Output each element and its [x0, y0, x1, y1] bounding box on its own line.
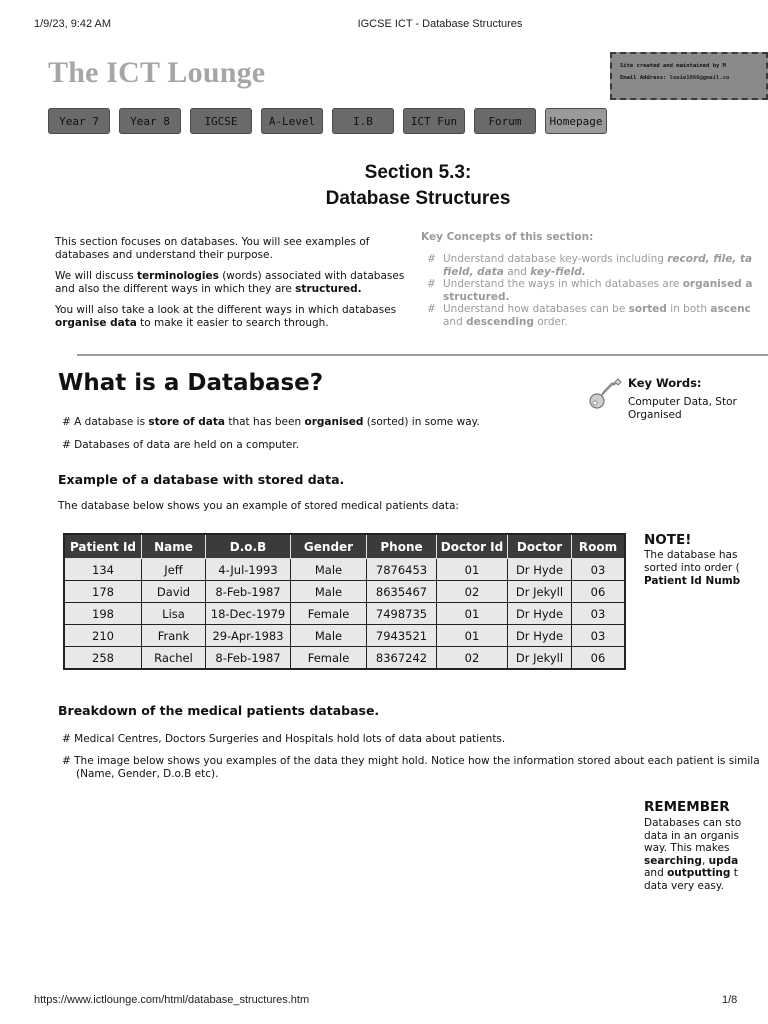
b1-bold-2: organised: [304, 416, 364, 428]
table-cell: Dr Jekyll: [508, 581, 572, 603]
site-title[interactable]: The ICT Lounge: [48, 56, 266, 89]
remember-line: [644, 855, 768, 868]
key-words-title: Key Words:: [628, 376, 702, 390]
kc1-bold-2: field, data: [443, 265, 504, 278]
remember-line: data in an organis: [644, 829, 740, 842]
intro-paragraph-2: [55, 270, 405, 296]
table-cell: 198: [64, 603, 142, 625]
remember-line: [644, 867, 768, 880]
kc3-text-2: in both: [666, 303, 711, 315]
col-header: Doctor: [508, 534, 572, 559]
table-cell: 8367242: [367, 647, 437, 670]
breakdown-heading: Breakdown of the medical patients database.: [58, 703, 380, 718]
table-cell: David: [142, 581, 206, 603]
intro-p2-bold-2: structured.: [295, 283, 362, 295]
table-cell: Dr Jekyll: [508, 647, 572, 670]
b4-line-1: # The image below shows you examples of the data they might hold. Notice how the information stored about each patient is simila: [62, 755, 760, 767]
kc1-bold: record, file, ta: [667, 253, 753, 265]
col-header: Phone: [367, 534, 437, 559]
kc1-text-2: and: [503, 265, 531, 278]
print-page-number: 1/8: [722, 994, 738, 1006]
nav-year-7[interactable]: Year 7: [48, 108, 110, 134]
table-cell: Dr Hyde: [508, 625, 572, 647]
image-description-bullet: [62, 755, 768, 781]
section-name: Database Structures: [325, 188, 511, 209]
kc2-bold: organised a: [682, 278, 753, 290]
kc3-text-4: order.: [533, 315, 568, 328]
key-icon: [588, 374, 624, 414]
intro-p3-text-2: to make it easier to search through.: [136, 317, 329, 329]
remember-bold: outputting: [667, 867, 731, 879]
nav-forum[interactable]: Forum: [474, 108, 536, 134]
example-heading: Example of a database with stored data.: [58, 472, 345, 487]
table-cell: 134: [64, 559, 142, 581]
kc3-bold-2: ascenc: [710, 303, 751, 315]
table-cell: 258: [64, 647, 142, 670]
definition-bullet: [62, 416, 480, 428]
table-cell: 02: [437, 647, 508, 670]
intro-paragraph-1: This section focuses on databases. You will see examples of databases and understand their purpose.: [55, 236, 370, 261]
print-url: https://www.ictlounge.com/html/database_structures.htm: [34, 994, 310, 1006]
remember-line: data very easy.: [644, 879, 724, 892]
intro-p3-bold: organise data: [55, 317, 137, 329]
table-cell: 03: [572, 559, 626, 581]
table-cell: 7876453: [367, 559, 437, 581]
remember-line: way. This makes: [644, 842, 730, 854]
table-cell: 03: [572, 603, 626, 625]
table-cell: 29-Apr-1983: [206, 625, 291, 647]
credit-email-line: [620, 72, 766, 84]
table-header-row: [64, 534, 625, 559]
table-cell: Male: [291, 625, 367, 647]
kc3-bold-3: descending: [466, 315, 534, 328]
table-cell: Lisa: [142, 603, 206, 625]
table-row: [64, 625, 625, 647]
credit-line: Site created and maintained by M: [620, 63, 726, 69]
key-concepts-panel: [421, 231, 768, 328]
table-cell: 7943521: [367, 625, 437, 647]
note-line: sorted into order (: [644, 562, 740, 574]
intro-p2-text: We will discuss: [55, 270, 138, 282]
table-cell: 8-Feb-1987: [206, 581, 291, 603]
remember-text-part: t: [730, 867, 738, 879]
table-cell: Dr Hyde: [508, 559, 572, 581]
kc2-bold-2: structured.: [443, 290, 510, 303]
remember-text-part: and: [644, 867, 668, 879]
credit-email-link[interactable]: louie1066@gmail.co: [669, 75, 730, 81]
key-concept-item: [421, 253, 768, 278]
patients-table: [63, 533, 626, 670]
section-divider: [77, 354, 768, 356]
hash-bullet: #: [427, 253, 436, 265]
b4-line-2: (Name, Gender, D.o.B etc).: [76, 768, 219, 780]
b1-text-3: (sorted) in some way.: [363, 416, 480, 428]
nav-ict-fun[interactable]: ICT Fun: [403, 108, 465, 134]
site-credit-box: [610, 52, 768, 100]
kc1-text: Understand database key-words including: [443, 253, 668, 265]
nav-a-level[interactable]: A-Level: [261, 108, 323, 134]
table-row: [64, 581, 625, 603]
note-text: [644, 549, 768, 588]
main-nav: [48, 108, 607, 134]
kc1-bold-3: key-field.: [530, 265, 586, 278]
hash-bullet: #: [427, 278, 436, 290]
col-header: Doctor Id: [437, 534, 508, 559]
table-row: [64, 603, 625, 625]
table-cell: Female: [291, 603, 367, 625]
print-page-title: IGCSE ICT - Database Structures: [357, 18, 523, 30]
col-header: D.o.B: [206, 534, 291, 559]
nav-igcse[interactable]: IGCSE: [190, 108, 252, 134]
table-cell: Female: [291, 647, 367, 670]
table-cell: 210: [64, 625, 142, 647]
table-cell: Rachel: [142, 647, 206, 670]
b1-text-2: that has been: [225, 416, 305, 428]
table-cell: Jeff: [142, 559, 206, 581]
intro-p3-text: You will also take a look at the different ways in which databases: [55, 304, 397, 316]
remember-text: [644, 817, 768, 892]
nav-year-8[interactable]: Year 8: [119, 108, 181, 134]
note-title: NOTE!: [644, 532, 692, 548]
table-row: [64, 647, 625, 670]
key-words-text: [628, 396, 768, 422]
kc3-text: Understand how databases can be: [443, 303, 629, 315]
hash-bullet: #: [427, 303, 436, 315]
remember-bold: upda: [708, 854, 739, 867]
table-cell: Male: [291, 559, 367, 581]
table-cell: 06: [572, 581, 626, 603]
note-line-bold: Patient Id Numb: [644, 575, 741, 587]
intro-text: [55, 236, 405, 338]
key-concept-item: [421, 303, 768, 328]
table-cell: Male: [291, 581, 367, 603]
col-header: Name: [142, 534, 206, 559]
table-cell: Frank: [142, 625, 206, 647]
table-cell: 8635467: [367, 581, 437, 603]
key-concept-item: [421, 278, 768, 303]
table-cell: 8-Feb-1987: [206, 647, 291, 670]
credit-email-label: Email Address:: [620, 75, 670, 81]
b1-bold: store of data: [148, 416, 225, 428]
example-text: The database below shows you an example of stored medical patients data:: [58, 500, 459, 512]
intro-p2-text-2: (words) associated with databases and also the different ways in which they are: [55, 270, 405, 295]
remember-title: REMEMBER: [644, 799, 730, 815]
table-cell: 01: [437, 625, 508, 647]
table-cell: 06: [572, 647, 626, 670]
table-cell: 02: [437, 581, 508, 603]
table-cell: 01: [437, 603, 508, 625]
section-number: Section 5.3:: [364, 162, 472, 183]
note-line: The database has: [644, 549, 738, 561]
b1-text: # A database is: [62, 416, 149, 428]
table-cell: 4-Jul-1993: [206, 559, 291, 581]
key-words-line: Organised: [628, 409, 682, 421]
col-header: Room: [572, 534, 626, 559]
intro-p2-bold: terminologies: [137, 270, 219, 282]
section-heading: [0, 160, 768, 212]
key-concepts-list: [421, 253, 768, 328]
medical-centres-bullet: # Medical Centres, Doctors Surgeries and Hospitals hold lots of data about patients.: [62, 733, 506, 745]
col-header: Gender: [291, 534, 367, 559]
computer-bullet: # Databases of data are held on a computer.: [62, 439, 300, 451]
col-header: Patient Id: [64, 534, 142, 559]
table-cell: 03: [572, 625, 626, 647]
kc3-bold: sorted: [628, 303, 667, 315]
remember-line: Databases can sto: [644, 817, 742, 829]
kc3-text-3: and: [443, 315, 467, 328]
kc2-text: Understand the ways in which databases are: [443, 278, 683, 290]
table-row: [64, 559, 625, 581]
remember-bold: searching: [644, 854, 702, 867]
table-cell: 18-Dec-1979: [206, 603, 291, 625]
remember-sep: ,: [701, 854, 709, 867]
table-cell: Dr Hyde: [508, 603, 572, 625]
key-concepts-title: Key Concepts of this section:: [421, 231, 594, 243]
table-cell: 178: [64, 581, 142, 603]
table-cell: 01: [437, 559, 508, 581]
intro-paragraph-3: [55, 304, 405, 330]
table-cell: 7498735: [367, 603, 437, 625]
print-datetime: 1/9/23, 9:42 AM: [34, 18, 112, 30]
nav-ib[interactable]: I.B: [332, 108, 394, 134]
key-words-line: Computer Data, Stor: [628, 396, 737, 408]
main-heading: What is a Database?: [58, 370, 324, 396]
nav-homepage[interactable]: Homepage: [545, 108, 607, 134]
